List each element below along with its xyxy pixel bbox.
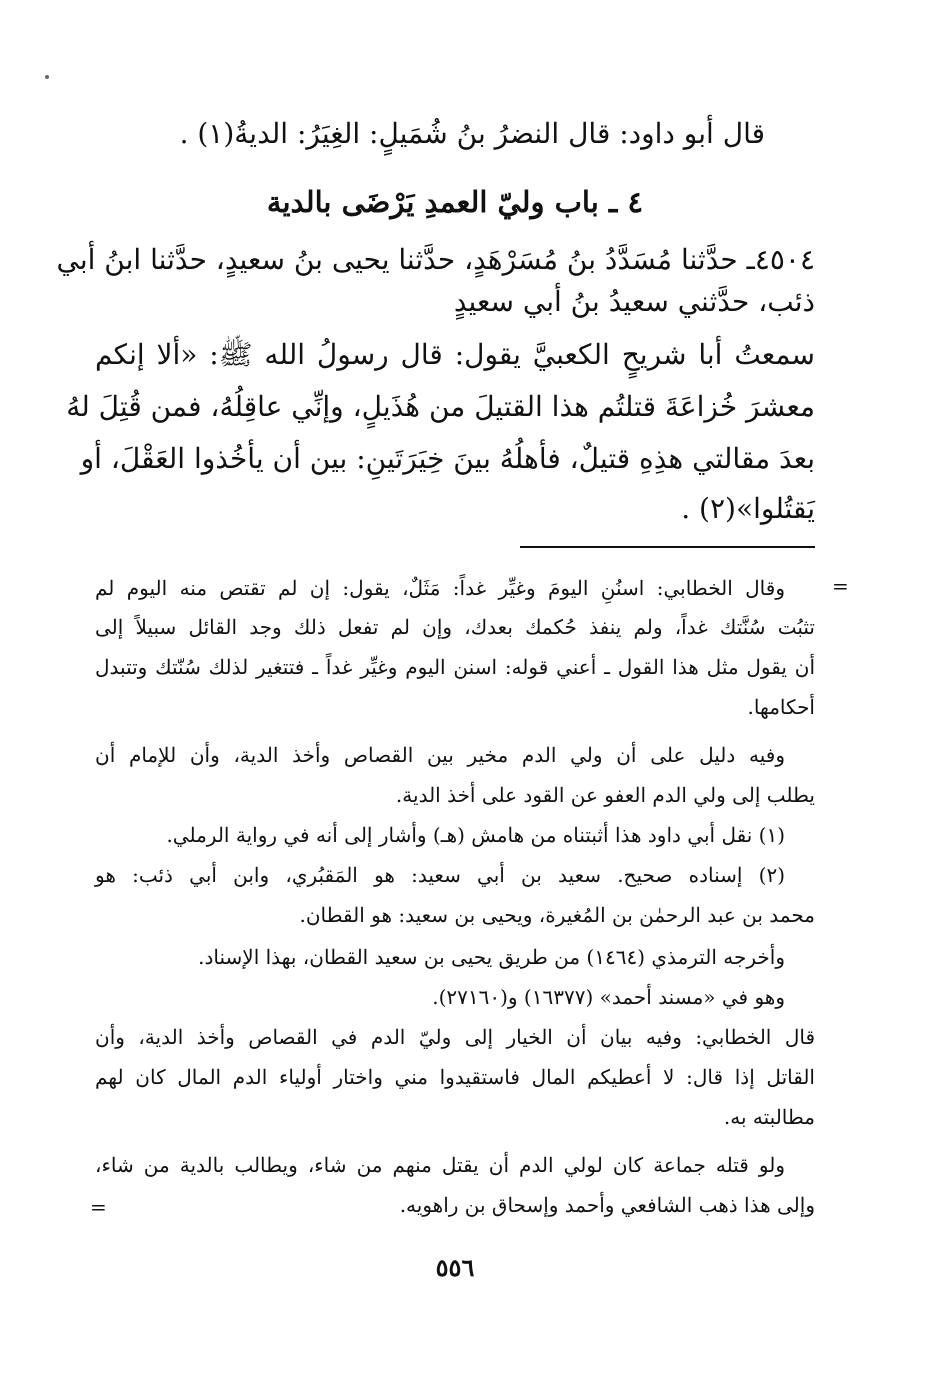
document-page — [56, 95, 815, 1295]
footnote-line: وقال الخطابي: اسنُنِ اليومَ وغيِّر غداً: مَثَلٌ، يقول: إن لم تقتص منه اليوم لم — [95, 576, 785, 600]
header-line: قال أبو داود: قال النضرُ بنُ شُمَيلٍ: الغِيَرُ: الديةُ(١) . — [179, 117, 765, 150]
footnote-2: (٢) إسناده صحيح. سعيد بن أبي سعيد: هو المَقبُري، وابن أبي ذئب: هو — [95, 863, 785, 887]
hadith-line: ذئب، حدَّثني سعيدُ بنُ أبي سعيدٍ — [453, 285, 815, 318]
footnote-line: وإلى هذا ذهب الشافعي وأحمد وإسحاق بن راهويه. — [399, 1193, 815, 1217]
continuation-mark-bottom: = — [90, 1195, 107, 1219]
footnote-1: (١) نقل أبي داود هذا أثبتناه من هامش (هـ) وأشار إلى أنه في رواية الرملي. — [166, 823, 785, 847]
hadith-line: بعدَ مقالتي هذِهِ قتيلٌ، فأهلُهُ بينَ خِيَرَتَينِ: بين أن يأخُذوا العَقْلَ، أو — [80, 442, 815, 475]
footnote-line: وفيه دليل على أن ولي الدم مخير بين القصاص وأخذ الدية، وأن للإمام أن — [95, 743, 785, 767]
footnote-line: تثبُت سُنَّتك غداً، ولم ينفذ حُكمك بعدك، وإن لم تفعل ذلك وجد القائل سبيلاً إلى — [95, 615, 815, 639]
footnote-line: مطالبته به. — [723, 1105, 815, 1129]
footnote-line: محمد بن عبد الرحمٰن بن المُغيرة، ويحيى بن سعيد: هو القطان. — [299, 903, 815, 927]
footnote-line: أحكامها. — [747, 695, 815, 719]
footnote-line: وأخرجه الترمذي (١٤٦٤) من طريق يحيى بن سعيد القطان، بهذا الإسناد. — [198, 945, 785, 969]
hadith-line: معشرَ خُزاعَةَ قتلتُم هذا القتيلَ من هُذَيلٍ، وإنِّي عاقِلُهُ، فمن قُتِلَ لهُ — [66, 390, 815, 423]
hadith-line: سمعتُ أبا شريحٍ الكعبيَّ يقول: قال رسولُ الله ﷺ: «ألا إنكم — [95, 338, 815, 371]
scan-speck — [45, 75, 49, 79]
footnote-separator — [520, 546, 815, 548]
page-number: ٥٥٦ — [435, 1253, 475, 1282]
footnote-line: قال الخطابي: وفيه بيان أن الخيار إلى وليّ الدم في القصاص وأخذ الدية، وأن — [95, 1025, 815, 1049]
footnote-line: القاتل إذا قال: لا أعطيكم المال فاستقيدوا مني واختار أولياء الدم المال كان لهم — [95, 1065, 815, 1089]
footnote-line: ولو قتله جماعة كان لولي الدم أن يقتل منهم من شاء، ويطالب بالدية من شاء، — [95, 1153, 785, 1177]
footnote-line: أن يقول مثل هذا القول ـ أعني قوله: اسنن اليوم وغيِّر غداً ـ فتتغير لذلك سُنّتك وتتبدل — [95, 655, 815, 679]
footnote-line: يطلب إلى ولي الدم العفو عن القود على أخذ الدية. — [395, 783, 815, 807]
chapter-title: ٤ ـ باب وليّ العمدِ يَرْضَى بالدية — [266, 185, 644, 219]
footnote-line: وهو في «مسند أحمد» (١٦٣٧٧) و(٢٧١٦٠). — [432, 985, 785, 1009]
hadith-line: ٤٥٠٤ـ حدَّثنا مُسَدَّدُ بنُ مُسَرْهَدٍ، حدَّثنا يحيى بنُ سعيدٍ، حدَّثنا ابنُ أبي — [56, 243, 815, 276]
continuation-mark-top: = — [832, 574, 849, 598]
hadith-line: يَقتُلوا»(٢) . — [681, 492, 815, 525]
